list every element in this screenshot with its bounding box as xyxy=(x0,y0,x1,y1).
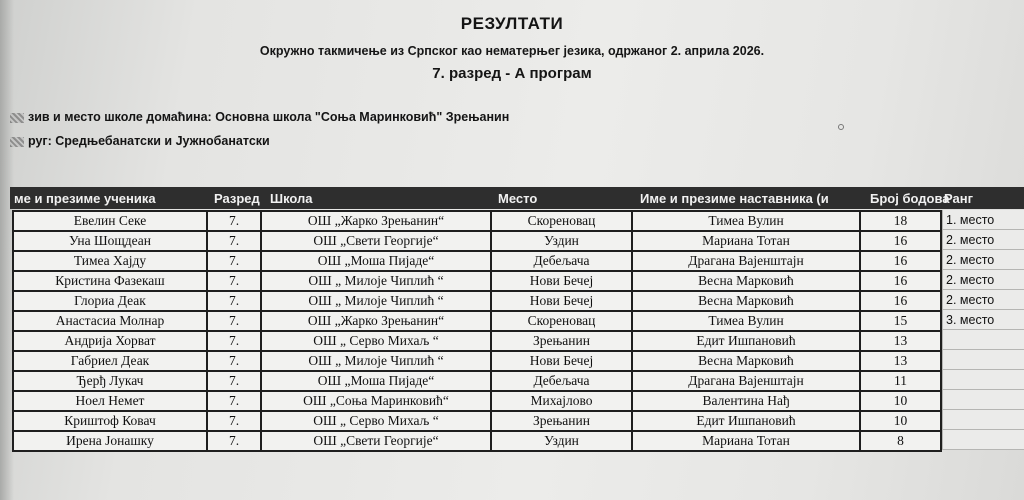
cell-school: ОШ „Свети Георгије“ xyxy=(261,431,491,451)
table-row xyxy=(13,411,941,431)
cell-student-name: Глориа Деак xyxy=(13,291,207,311)
table-row xyxy=(13,391,941,411)
cell-school: ОШ „ Милоје Чиплић “ xyxy=(261,291,491,311)
cell-student-name: Кристина Фазекаш xyxy=(13,271,207,291)
table-row xyxy=(13,211,941,231)
header-teacher: Име и презиме наставника (и xyxy=(640,191,829,206)
cell-points: 11 xyxy=(860,371,941,391)
cell-points: 18 xyxy=(860,211,941,231)
cell-points: 16 xyxy=(860,291,941,311)
document-title: РЕЗУЛТАТИ xyxy=(460,14,564,33)
cell-rank xyxy=(942,390,1024,410)
cell-place: Дебељача xyxy=(491,371,632,391)
cell-place: Уздин xyxy=(491,231,632,251)
cell-student-name: Андрија Хорват xyxy=(13,331,207,351)
cell-teacher: Тимеа Вулин xyxy=(632,311,860,331)
paper-speck xyxy=(838,124,844,130)
table-row xyxy=(13,371,941,391)
cell-place: Зрењанин xyxy=(491,331,632,351)
results-table xyxy=(12,210,942,452)
cell-points: 10 xyxy=(860,391,941,411)
cell-place: Дебељача xyxy=(491,251,632,271)
host-school-line xyxy=(10,110,509,124)
cell-place: Михајлово xyxy=(491,391,632,411)
cell-teacher: Валентина Нађ xyxy=(632,391,860,411)
table-row xyxy=(13,431,941,451)
district-text: руг: Средњебанатски и Јужнобанатски xyxy=(28,134,270,148)
cell-rank xyxy=(942,430,1024,450)
cell-rank xyxy=(942,350,1024,370)
cell-grade: 7. xyxy=(207,251,261,271)
cell-student-name: Евелин Секе xyxy=(13,211,207,231)
cell-teacher: Едит Ишпановић xyxy=(632,331,860,351)
cell-grade: 7. xyxy=(207,431,261,451)
header-place: Место xyxy=(498,191,538,206)
cell-student-name: Ирена Јонашку xyxy=(13,431,207,451)
cell-points: 16 xyxy=(860,231,941,251)
cell-rank: 2. место xyxy=(942,290,1024,310)
cell-teacher: Весна Марковић xyxy=(632,351,860,371)
cell-school: ОШ „Жарко Зрењанин“ xyxy=(261,311,491,331)
cell-student-name: Ђерђ Лукач xyxy=(13,371,207,391)
cell-rank: 3. место xyxy=(942,310,1024,330)
cell-place: Уздин xyxy=(491,431,632,451)
cell-place: Скореновац xyxy=(491,311,632,331)
cell-school: ОШ „Моша Пијаде“ xyxy=(261,371,491,391)
rank-column xyxy=(942,210,1024,450)
table-row xyxy=(13,331,941,351)
redacted-mark xyxy=(10,137,24,147)
header-grade: Разред xyxy=(214,191,260,206)
cell-rank xyxy=(942,330,1024,350)
cell-points: 16 xyxy=(860,271,941,291)
cell-points: 10 xyxy=(860,411,941,431)
table-row xyxy=(13,291,941,311)
cell-grade: 7. xyxy=(207,371,261,391)
cell-school: ОШ „Соња Маринковић“ xyxy=(261,391,491,411)
host-school-text: зив и место школе домаћина: Основна школа "Соња Маринковић" Зрењанин xyxy=(28,110,510,124)
cell-place: Зрењанин xyxy=(491,411,632,431)
cell-grade: 7. xyxy=(207,291,261,311)
cell-rank: 2. место xyxy=(942,270,1024,290)
cell-teacher: Мариана Тотан xyxy=(632,431,860,451)
cell-rank: 1. место xyxy=(942,210,1024,230)
cell-teacher: Тимеа Вулин xyxy=(632,211,860,231)
cell-school: ОШ „ Серво Михаљ “ xyxy=(261,331,491,351)
cell-school: ОШ „ Серво Михаљ “ xyxy=(261,411,491,431)
cell-teacher: Мариана Тотан xyxy=(632,231,860,251)
cell-school: ОШ „Свети Георгије“ xyxy=(261,231,491,251)
table-row xyxy=(13,311,941,331)
table-row xyxy=(13,231,941,251)
cell-grade: 7. xyxy=(207,411,261,431)
header-school: Школа xyxy=(270,191,313,206)
cell-grade: 7. xyxy=(207,351,261,371)
cell-grade: 7. xyxy=(207,231,261,251)
cell-rank xyxy=(942,370,1024,390)
cell-grade: 7. xyxy=(207,391,261,411)
cell-place: Скореновац xyxy=(491,211,632,231)
cell-school: ОШ „ Милоје Чиплић “ xyxy=(261,351,491,371)
cell-teacher: Весна Марковић xyxy=(632,291,860,311)
cell-points: 16 xyxy=(860,251,941,271)
cell-place: Нови Бечеј xyxy=(491,271,632,291)
cell-place: Нови Бечеј xyxy=(491,291,632,311)
cell-student-name: Уна Шощдеан xyxy=(13,231,207,251)
header-student-name: ме и презиме ученика xyxy=(14,191,156,206)
cell-school: ОШ „Моша Пијаде“ xyxy=(261,251,491,271)
table-row xyxy=(13,351,941,371)
district-line xyxy=(10,134,270,148)
cell-school: ОШ „Жарко Зрењанин“ xyxy=(261,211,491,231)
cell-rank: 2. место xyxy=(942,230,1024,250)
table-row xyxy=(13,251,941,271)
cell-rank xyxy=(942,410,1024,430)
header-points: Број бодова xyxy=(870,191,950,206)
redacted-mark xyxy=(10,113,24,123)
cell-teacher: Едит Ишпановић xyxy=(632,411,860,431)
cell-points: 15 xyxy=(860,311,941,331)
cell-student-name: Габриел Деак xyxy=(13,351,207,371)
cell-points: 8 xyxy=(860,431,941,451)
document-subtitle: Окружно такмичење из Српског као нематерњег језика, одржаног 2. априла 2026. xyxy=(259,44,765,58)
cell-student-name: Тимеа Хајду xyxy=(13,251,207,271)
cell-school: ОШ „ Милоје Чиплић “ xyxy=(261,271,491,291)
cell-grade: 7. xyxy=(207,211,261,231)
cell-teacher: Весна Марковић xyxy=(632,271,860,291)
cell-student-name: Криштоф Ковач xyxy=(13,411,207,431)
cell-grade: 7. xyxy=(207,331,261,351)
cell-grade: 7. xyxy=(207,271,261,291)
cell-grade: 7. xyxy=(207,311,261,331)
cell-teacher: Драгана Ваjенштајн xyxy=(632,251,860,271)
cell-place: Нови Бечеј xyxy=(491,351,632,371)
cell-teacher: Драгана Ваjенштајн xyxy=(632,371,860,391)
header-rank: Ранг xyxy=(944,191,973,206)
cell-student-name: Ноел Немет xyxy=(13,391,207,411)
cell-points: 13 xyxy=(860,331,941,351)
cell-points: 13 xyxy=(860,351,941,371)
cell-rank: 2. место xyxy=(942,250,1024,270)
table-row xyxy=(13,271,941,291)
grade-program-heading: 7. разред - А програм xyxy=(432,65,592,82)
cell-student-name: Анастасиа Молнар xyxy=(13,311,207,331)
